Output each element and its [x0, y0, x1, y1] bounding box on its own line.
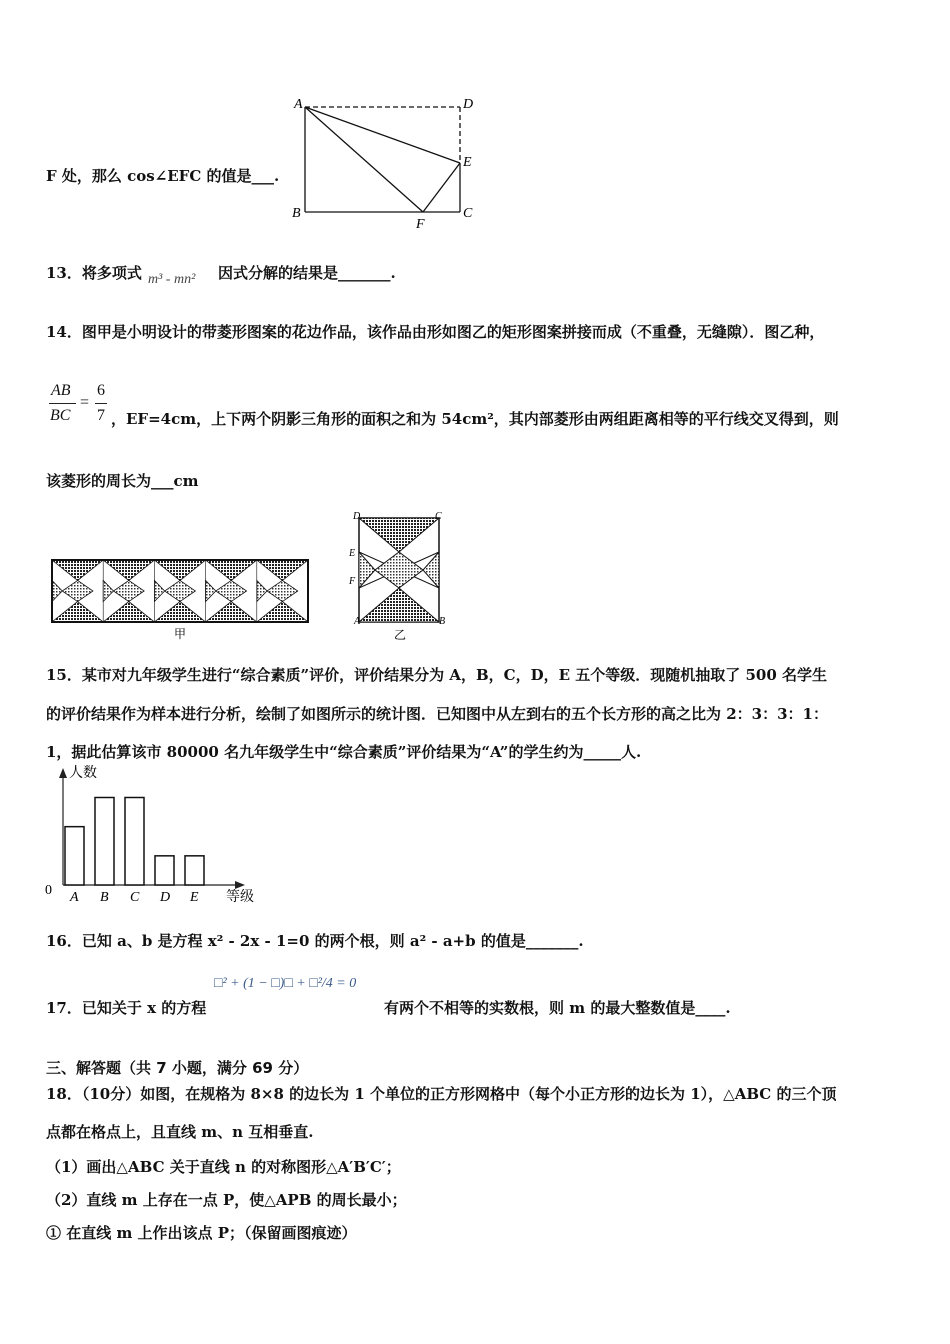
q14-frac-den: BC: [50, 407, 71, 424]
jia-tile-top: [52, 560, 103, 580]
chart-tick-D: D: [160, 890, 171, 905]
q12-label-e: E: [463, 155, 472, 170]
q18-sub2: （2）直线 m 上存在一点 P，使△APB 的周长最小；: [46, 1191, 407, 1209]
q14-frac2-num: 6: [97, 382, 105, 399]
chart-bar-D: [155, 856, 174, 885]
jia-tile-rhombus: [216, 580, 247, 601]
jia-tile-rhombus: [62, 580, 93, 601]
chart-bar-E: [185, 856, 204, 885]
q13-formula: m³ - mn²: [148, 272, 196, 287]
q14-frac2-bar: [95, 403, 107, 404]
q14-eq: =: [80, 394, 90, 411]
q17-suffix: 有两个不相等的实数根，则 m 的最大整数值是____.: [384, 999, 731, 1017]
q12-line-af: [305, 107, 423, 212]
chart-tick-B: B: [100, 890, 109, 905]
chart-tick-E: E: [190, 890, 199, 905]
q12-figure: [288, 95, 478, 235]
q12-line-fe: [423, 163, 460, 212]
q14-yi-e: E: [349, 548, 356, 559]
jia-tile-top: [103, 560, 154, 580]
jia-tile-rhombus: [267, 580, 298, 601]
section3-title: 三、解答题（共 7 小题，满分 69 分）: [46, 1059, 309, 1077]
q12-label-c: C: [463, 206, 473, 221]
q12-line: F 处，那么 cos∠EFC 的值是___.: [46, 167, 280, 185]
q14-figure-yi: [345, 508, 450, 643]
jia-tile-side: [103, 580, 113, 601]
q14-frac-bar: [49, 403, 76, 404]
q15-line2: 的评价结果作为样本进行分析，绘制了如图所示的统计图．已知图中从左到右的五个长方形的高之比为 2：3：3：1：: [46, 705, 828, 723]
q14-yi-c: C: [435, 511, 442, 522]
q12-line-ae: [305, 107, 460, 163]
jia-tile-rhombus: [165, 580, 196, 601]
q15-line3: 1，据此估算该市 80000 名九年级学生中“综合素质”评价结果为“A”的学生约为_____人.: [46, 743, 642, 761]
q18-line2: 点都在格点上，且直线 m、n 互相垂直.: [46, 1123, 314, 1141]
q12-label-b: B: [292, 206, 301, 221]
jia-tile-top: [154, 560, 205, 580]
q12-label-f: F: [416, 217, 425, 232]
q14-frac2-den: 7: [97, 407, 105, 424]
q15-bar-chart: [40, 760, 280, 910]
q13-prefix: 13．将多项式: [46, 264, 142, 282]
jia-tile-bottom: [206, 602, 257, 622]
q18-sub1: （1）画出△ABC 关于直线 n 的对称图形△A′B′C′；: [46, 1158, 401, 1176]
jia-tile-bottom: [154, 602, 205, 622]
q14-yi-f: F: [349, 576, 356, 587]
q14-yi-d: D: [353, 511, 361, 522]
jia-tile-top: [206, 560, 257, 580]
q14-line2: ，EF=4cm，上下两个阴影三角形的面积之和为 54cm²，其内部菱形由两组距离相等的平行线交叉得到，则: [111, 410, 839, 428]
chart-bar-B: [95, 798, 114, 886]
q14-yi-b: B: [439, 616, 446, 627]
q17-formula: □² + (1 − □)□ + □²/4 = 0: [214, 976, 357, 991]
chart-tick-A: A: [70, 890, 79, 905]
q18-sub3: ① 在直线 m 上作出该点 P；（保留画图痕迹）: [46, 1224, 357, 1242]
q14-label-jia: 甲: [174, 627, 187, 641]
chart-x-arrow: [235, 881, 245, 889]
jia-tile-side: [206, 580, 216, 601]
chart-bar-A: [65, 827, 84, 885]
q14-label-yi: 乙: [394, 628, 407, 642]
q14-yi-a: A: [354, 616, 361, 627]
chart-x-label: 等级: [226, 890, 254, 905]
q14-line3: 该菱形的周长为___cm: [46, 472, 199, 490]
q15-line1: 15．某市对九年级学生进行“综合素质”评价，评价结果分为 A，B，C，D，E 五个等级．现随机抽取了 500 名学生: [46, 666, 828, 684]
jia-tile-top: [257, 560, 308, 580]
jia-tile-side: [52, 580, 62, 601]
chart-tick-C: C: [130, 890, 140, 905]
q14-line1: 14．图甲是小明设计的带菱形图案的花边作品，该作品由形如图乙的矩形图案拼接而成（不重叠，无缝隙）．图乙种，: [46, 323, 825, 341]
jia-tile-rhombus: [113, 580, 144, 601]
q13-suffix: 因式分解的结果是_______.: [218, 264, 396, 282]
jia-tile-side: [154, 580, 164, 601]
q16-line: 16．已知 a、b 是方程 x² - 2x - 1=0 的两个根，则 a² - a+b 的值是_______.: [46, 932, 584, 950]
jia-tile-side: [257, 580, 267, 601]
chart-y-label: 人数: [69, 766, 97, 781]
q14-frac-num: AB: [51, 382, 71, 399]
chart-origin-label: 0: [45, 883, 52, 898]
q12-label-a: A: [294, 97, 303, 112]
chart-bar-C: [125, 798, 144, 886]
chart-y-arrow: [59, 768, 67, 778]
q17-prefix: 17．已知关于 x 的方程: [46, 999, 207, 1017]
jia-tile-bottom: [52, 602, 103, 622]
jia-tile-bottom: [103, 602, 154, 622]
jia-tile-bottom: [257, 602, 308, 622]
q14-figure-jia: [50, 558, 310, 643]
q12-label-d: D: [463, 97, 474, 112]
q18-line1: 18．（10分）如图，在规格为 8×8 的边长为 1 个单位的正方形网格中（每个小正方形的边长为 1），△ABC 的三个顶: [46, 1085, 837, 1103]
